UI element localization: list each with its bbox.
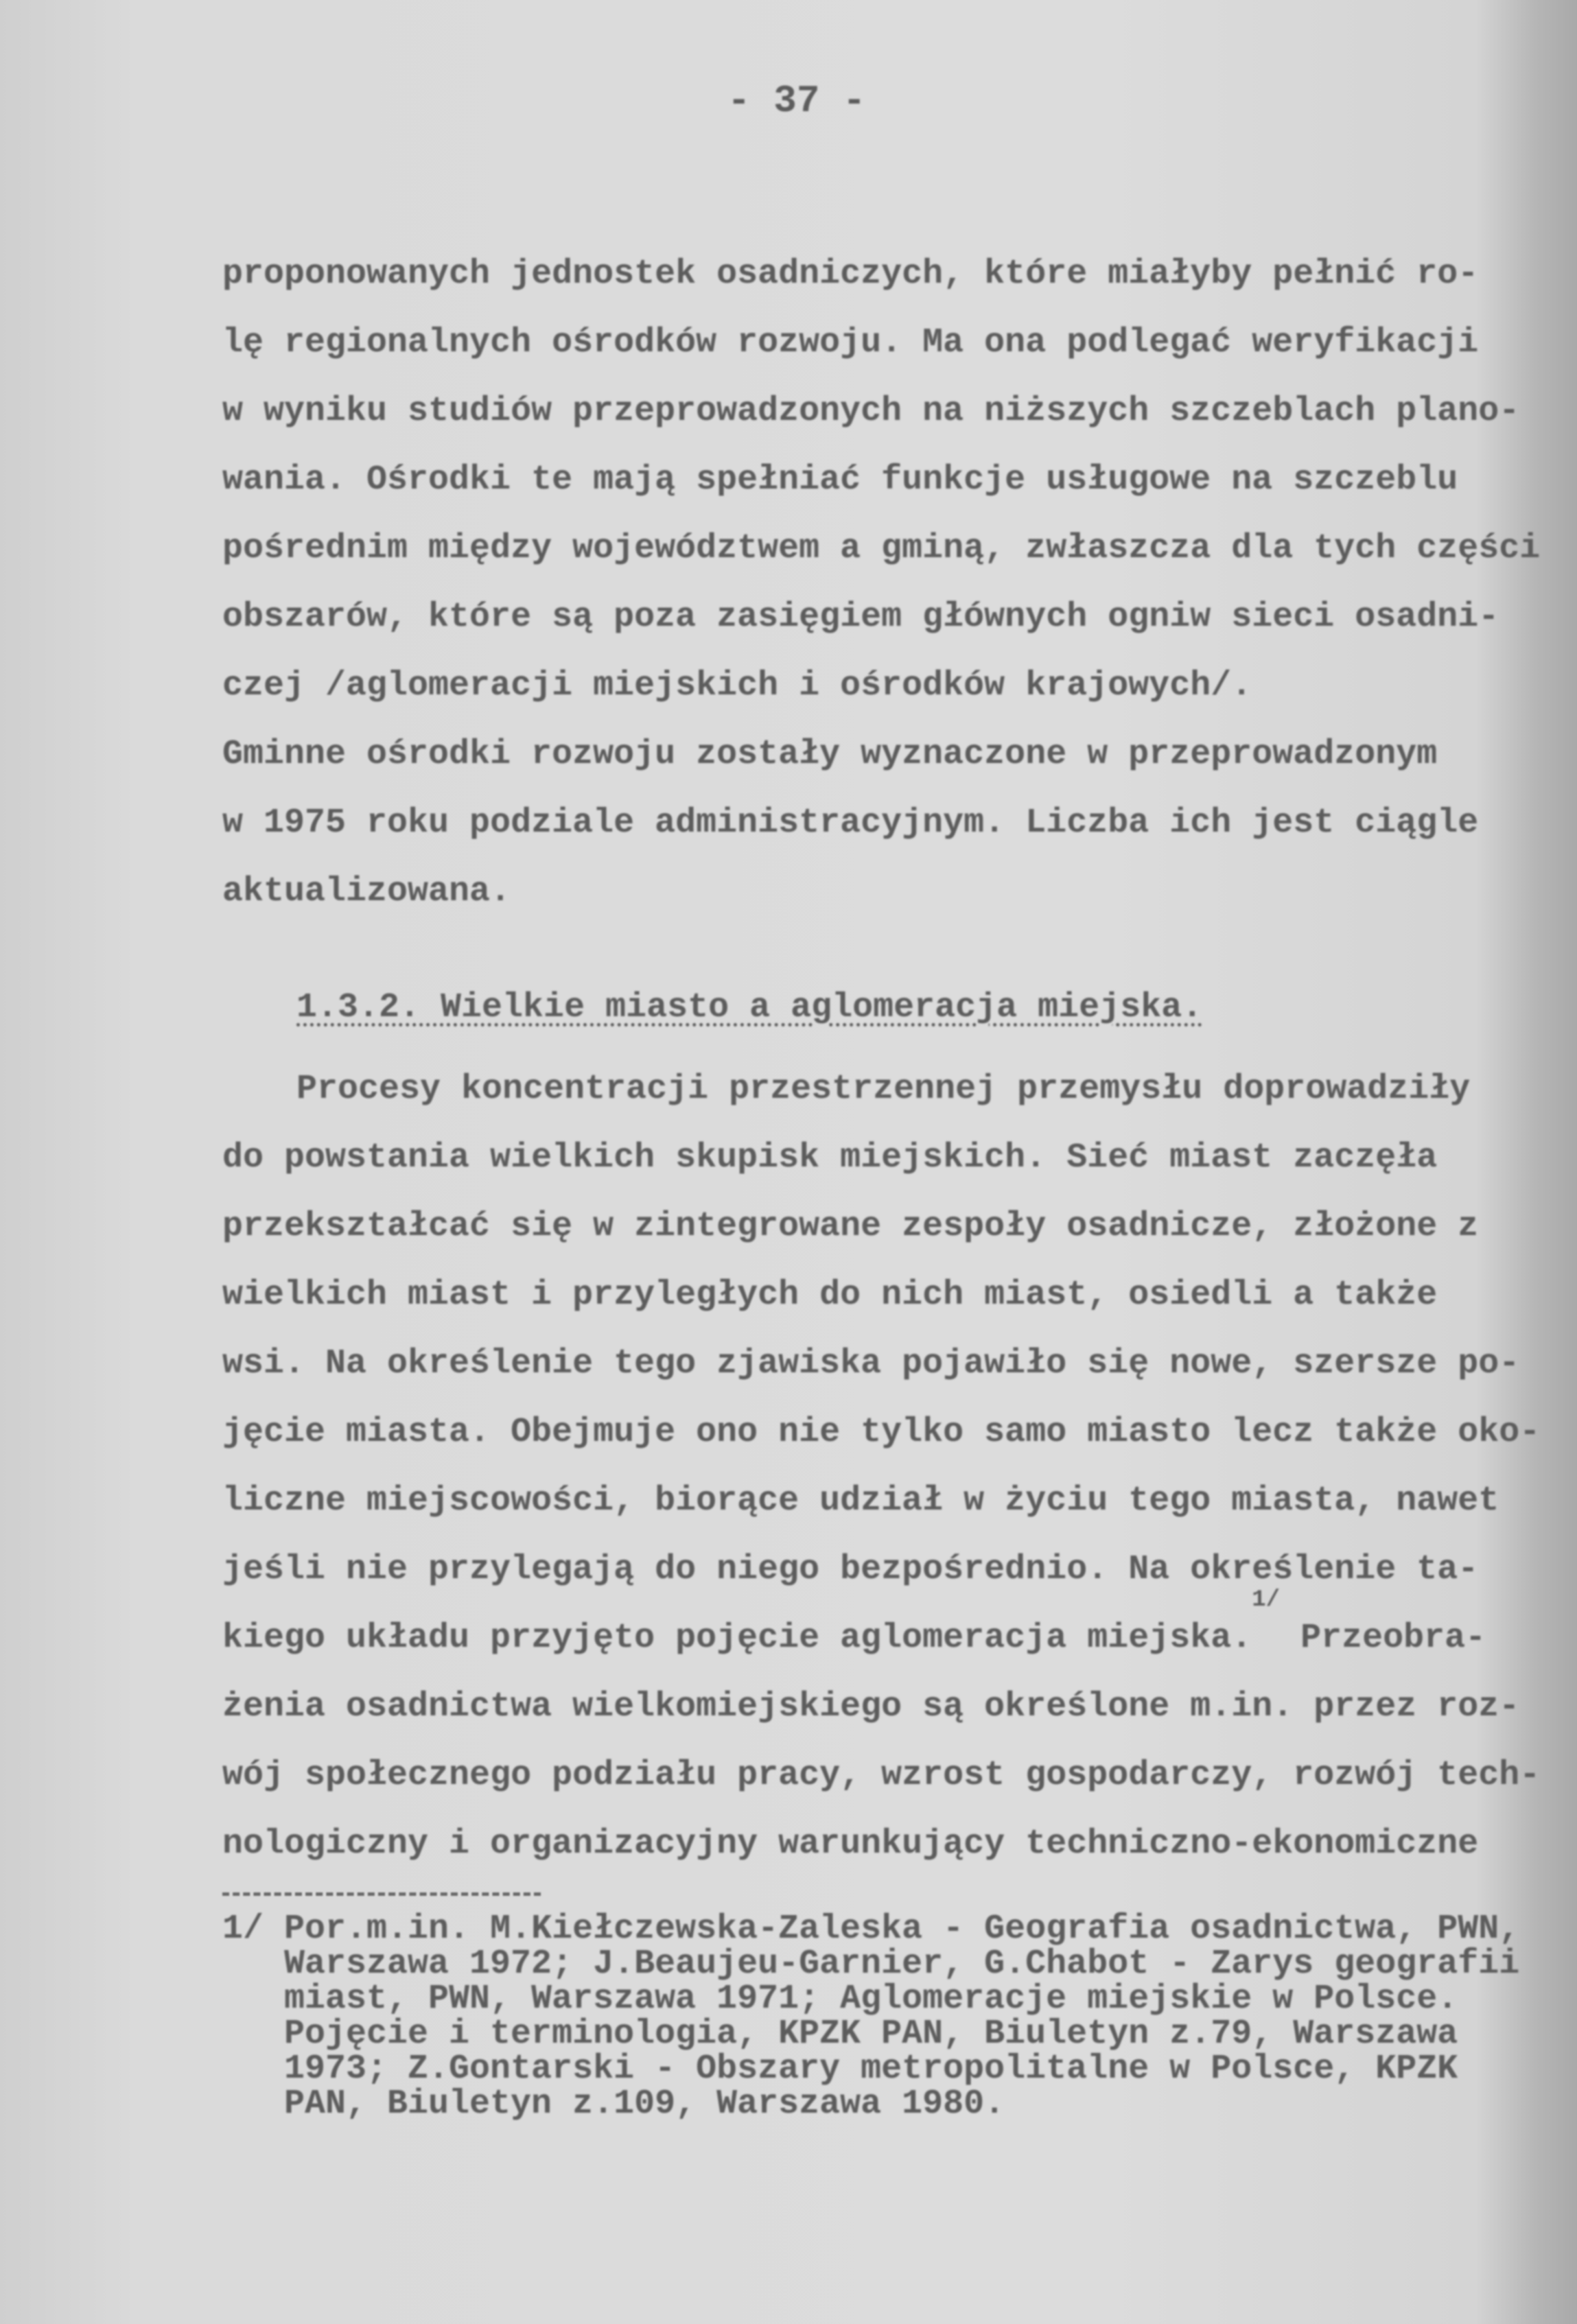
text-line: czej /aglomeracji miejskich i ośrodków krajowych/. — [222, 666, 1252, 705]
footnote-marker: 1/ — [222, 1910, 285, 1949]
text-line: obszarów, które są poza zasięgiem głównych ogniw sieci osadni- — [222, 598, 1499, 637]
text-line: żenia osadnictwa wielkomiejskiego są określone m.in. przez roz- — [222, 1687, 1520, 1726]
text-line: jeśli nie przylegają do niego bezpośrednio. Na określenie ta- — [222, 1550, 1479, 1589]
text-line: w wyniku studiów przeprowadzonych na niższych szczeblach plano- — [222, 392, 1520, 431]
text-line: wsi. Na określenie tego zjawiska pojawiło się nowe, szersze po- — [222, 1344, 1520, 1383]
text-line: w 1975 roku podziale administracyjnym. Liczba ich jest ciągle — [222, 803, 1479, 843]
paragraph-agglomeration — [222, 1055, 1540, 1879]
footnote-line: 1973; Z.Gontarski - Obszary metropolitalne w Polsce, KPZK — [284, 2050, 1458, 2089]
text-line: Procesy koncentracji przestrzennej przemysłu doprowadziły — [296, 1070, 1471, 1109]
text-line: wielkich miast i przyległych do nich miast, osiedli a także — [222, 1276, 1438, 1315]
footnote — [222, 1912, 1519, 2122]
text-line: wój społecznego podziału pracy, wzrost gospodarczy, rozwój tech- — [222, 1756, 1541, 1795]
text-line: Gminne ośrodki rozwoju zostały wyznaczone w przeprowadzonym — [222, 735, 1438, 774]
footnote-line: Pojęcie i terminologia, KPZK PAN, Biuletyn z.79, Warszawa — [284, 2015, 1458, 2054]
section-heading: 1.3.2. Wielkie miasto a aglomeracja miejska. — [296, 988, 1203, 1027]
footnote-line: miast, PWN, Warszawa 1971; Aglomeracje miejskie w Polsce. — [284, 1980, 1458, 2019]
footnote-line: Warszawa 1972; J.Beaujeu-Garnier, G.Chabot - Zarys geografii — [284, 1945, 1520, 1984]
footnote-line: PAN, Biuletyn z.109, Warszawa 1980. — [284, 2085, 1005, 2124]
footnote-reference: 1/ — [1252, 1587, 1281, 1613]
footnote-line: 1/ Por.m.in. M.Kiełczewska-Zaleska - Geografia osadnictwa, PWN, — [222, 1910, 1520, 1949]
text-line: proponowanych jednostek osadniczych, które miałyby pełnić ro- — [222, 255, 1479, 294]
text-segment: Przeobra- — [1280, 1619, 1486, 1658]
text-line: pośrednim między województwem a gminą, zwłaszcza dla tych części — [222, 529, 1541, 568]
text-line — [222, 1587, 1540, 1673]
text-line: lę regionalnych ośrodków rozwoju. Ma ona podlegać weryfikacji — [222, 323, 1479, 362]
page-number: - 37 - — [727, 79, 866, 123]
paragraph-regional-centres — [222, 240, 1540, 926]
text-line: aktualizowana. — [222, 872, 511, 911]
text-line: jęcie miasta. Obejmuje ono nie tylko samo miasto lecz także oko- — [222, 1413, 1541, 1452]
text-line: przekształcać się w zintegrowane zespoły osadnicze, złożone z — [222, 1207, 1479, 1246]
footnote-separator — [222, 1892, 541, 1896]
text-line: wania. Ośrodki te mają spełniać funkcje usługowe na szczeblu — [222, 460, 1458, 500]
text-segment: kiego układu przyjęto pojęcie aglomeracja miejska. — [222, 1619, 1252, 1658]
text-line: do powstania wielkich skupisk miejskich. Sieć miast zaczęła — [222, 1138, 1438, 1177]
text-line: nologiczny i organizacyjny warunkujący techniczno-ekonomiczne — [222, 1824, 1479, 1864]
text-line: liczne miejscowości, biorące udział w życiu tego miasta, nawet — [222, 1481, 1499, 1521]
